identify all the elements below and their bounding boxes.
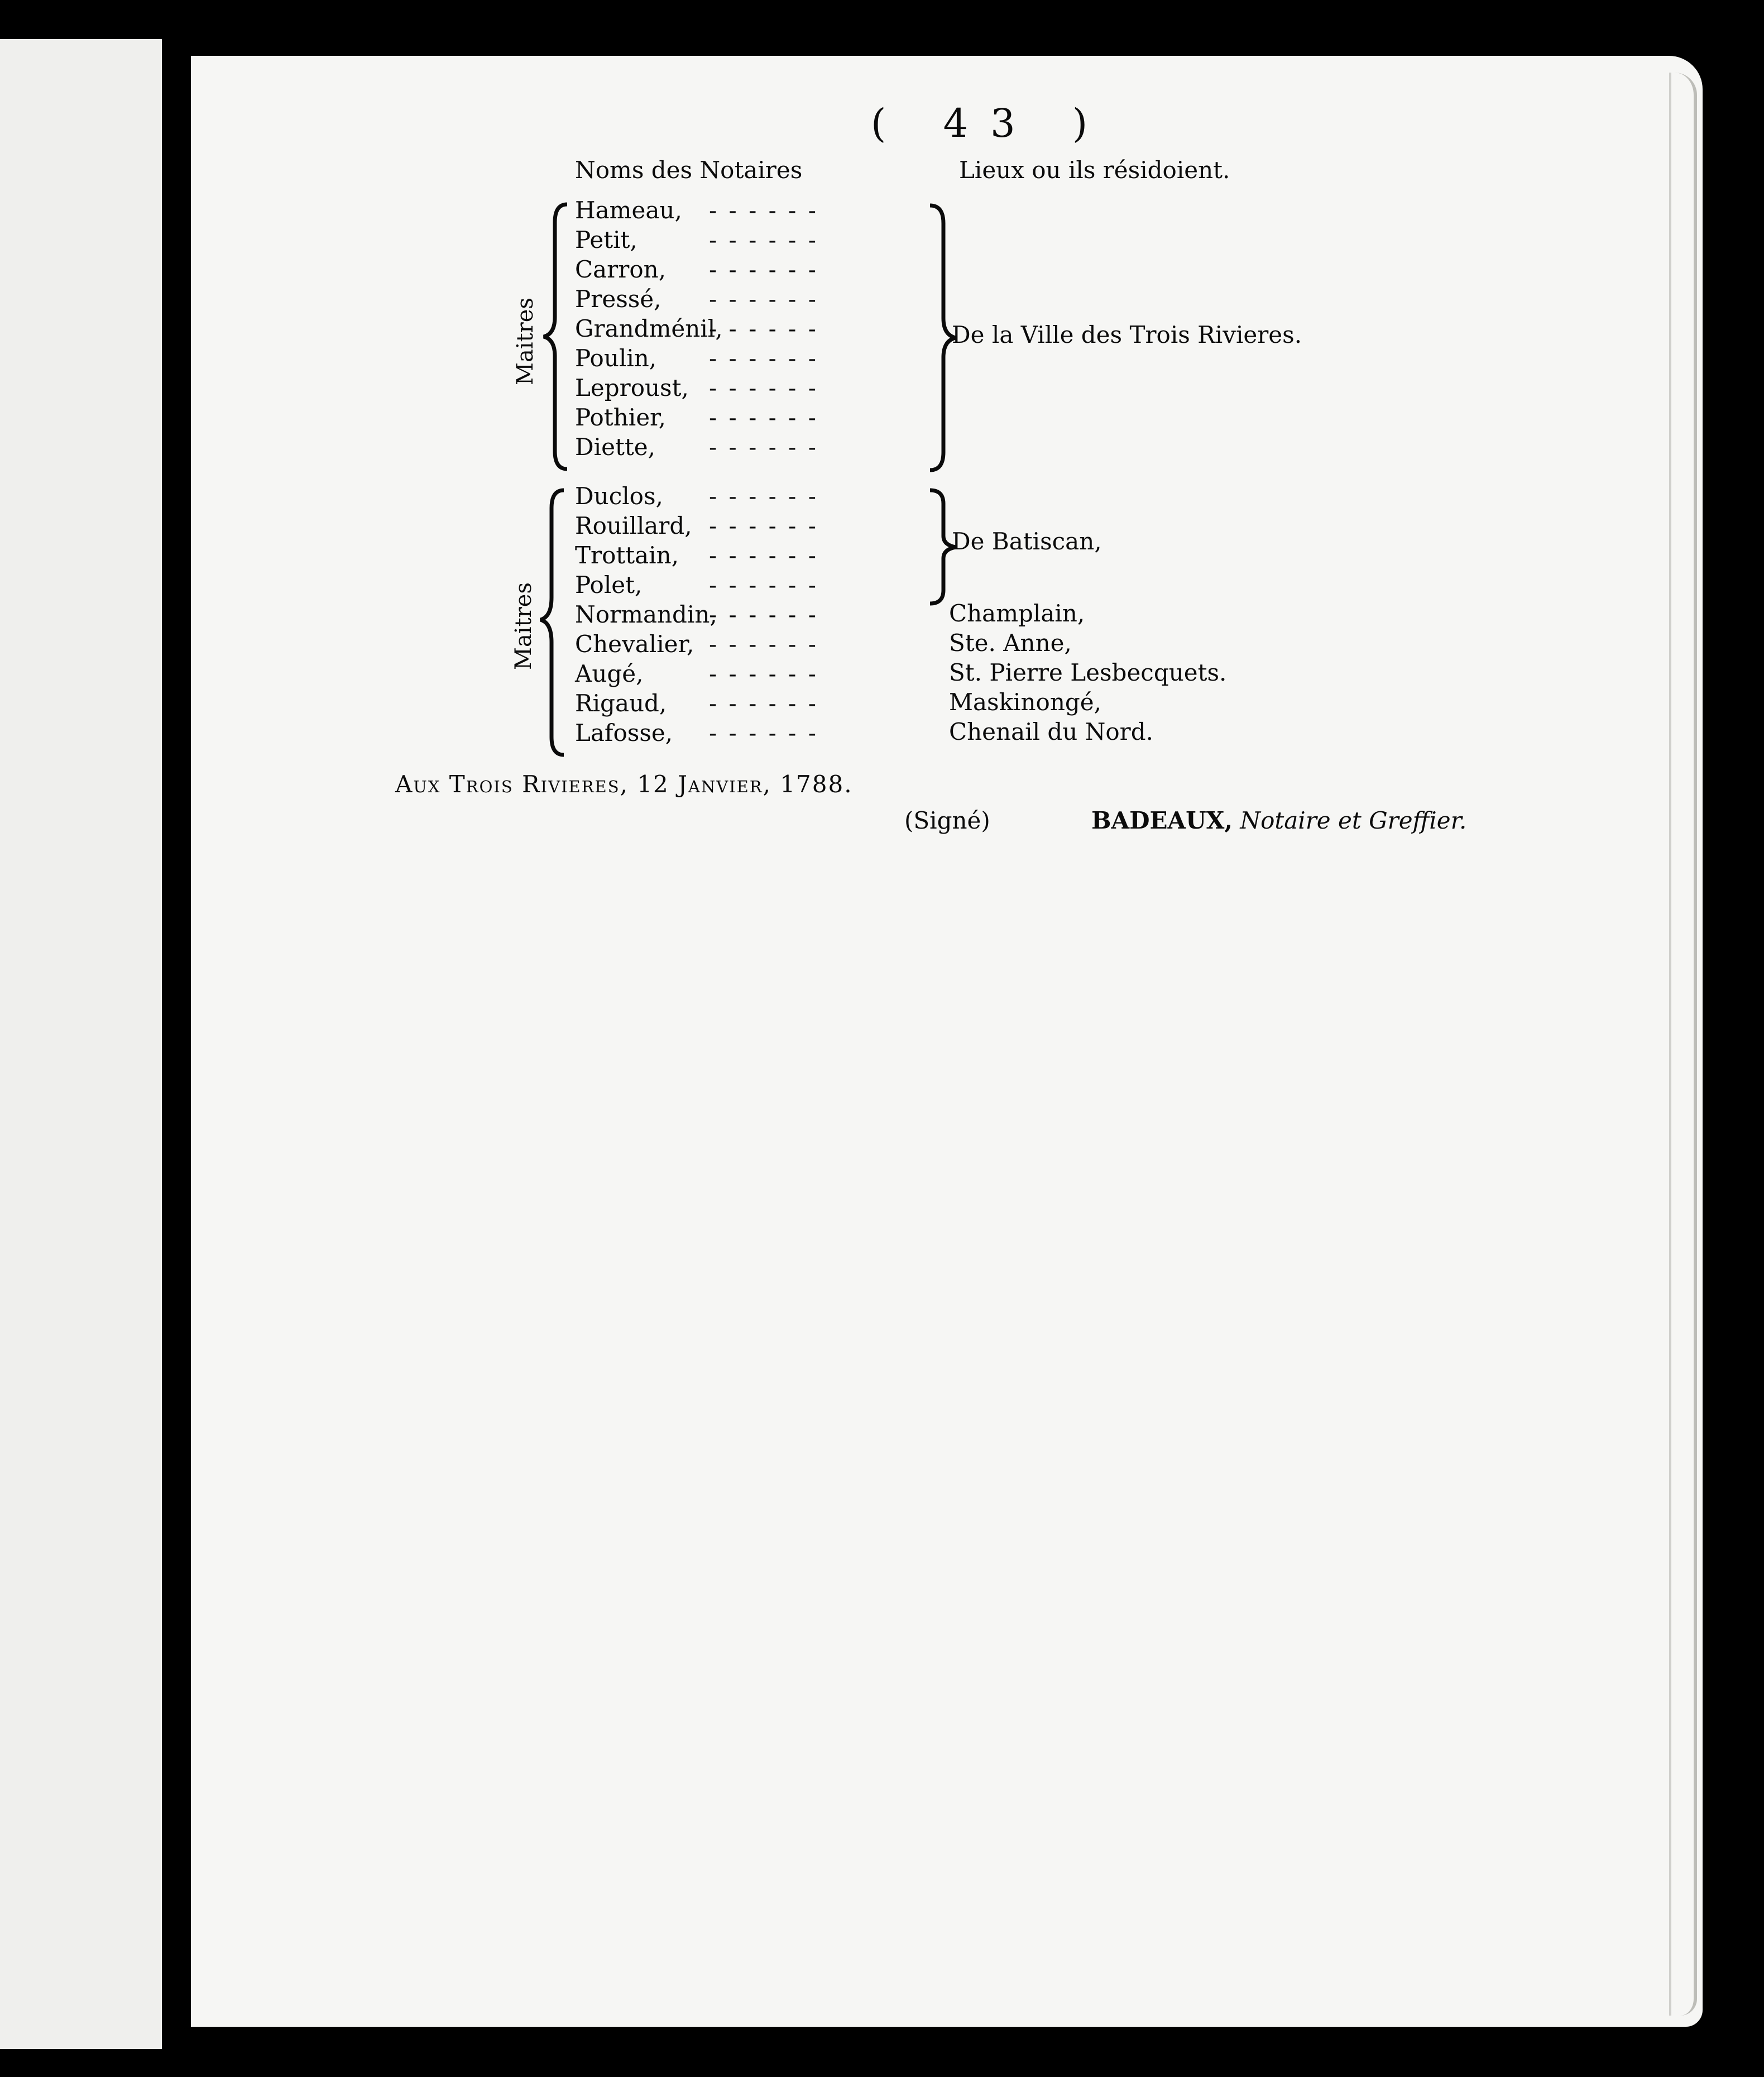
left-brace-2 xyxy=(536,486,569,762)
leader-dashes: - - - - - - xyxy=(709,512,818,539)
group2-name: Normandin, xyxy=(575,601,717,628)
group1-name: Petit, xyxy=(575,226,637,253)
leader-dashes: - - - - - - xyxy=(709,660,818,687)
place-2: St. Pierre Lesbecquets. xyxy=(949,659,1227,686)
leader-dashes: - - - - - - xyxy=(709,482,818,510)
group1-name: Carron, xyxy=(575,256,667,283)
leader-dashes: - - - - - - xyxy=(709,256,818,283)
place-1: Ste. Anne, xyxy=(949,629,1072,657)
leader-dashes: - - - - - - xyxy=(709,433,818,461)
leader-dashes: - - - - - - xyxy=(709,374,818,401)
group-label-2: Maitres xyxy=(511,582,536,670)
group2-name: Lafosse, xyxy=(575,719,673,746)
page-number: ( 43 ) xyxy=(871,100,1110,146)
signature-name: BADEAUX, xyxy=(1091,807,1233,834)
signed-label: (Signé) xyxy=(904,807,990,834)
leader-dashes: - - - - - - xyxy=(709,315,818,342)
group1-name: Pressé, xyxy=(575,285,662,313)
place-4: Chenail du Nord. xyxy=(949,718,1153,745)
leader-dashes: - - - - - - xyxy=(709,630,818,658)
signature xyxy=(1091,807,1466,834)
group2-name: Trottain, xyxy=(575,542,679,569)
leader-dashes: - - - - - - xyxy=(709,601,818,628)
group1-name: Hameau, xyxy=(575,197,682,224)
place-0: Champlain, xyxy=(949,600,1085,627)
left-page xyxy=(0,39,162,2049)
place-3: Maskinongé, xyxy=(949,688,1101,716)
leader-dashes: - - - - - - xyxy=(709,285,818,313)
group-label-1: Maitres xyxy=(512,298,538,385)
group2-name: Polet, xyxy=(575,571,643,599)
place-batiscan: De Batiscan, xyxy=(952,528,1102,555)
leader-dashes: - - - - - - xyxy=(709,542,818,569)
book-gutter xyxy=(162,0,191,2077)
signature-title: Notaire et Greffier. xyxy=(1240,807,1467,834)
page-edge xyxy=(1669,73,1697,2016)
leader-dashes: - - - - - - xyxy=(709,344,818,372)
group2-name: Rigaud, xyxy=(575,690,667,717)
leader-dashes: - - - - - - xyxy=(709,197,818,224)
leader-dashes: - - - - - - xyxy=(709,226,818,253)
group1-name: Pothier, xyxy=(575,404,666,431)
group1-name: Leproust, xyxy=(575,374,689,401)
leader-dashes: - - - - - - xyxy=(709,690,818,717)
place-date-line: Aux Trois Rivieres, 12 Janvier, 1788. xyxy=(395,770,853,798)
group2-name: Duclos, xyxy=(575,482,663,510)
place-trois-rivieres: De la Ville des Trois Rivieres. xyxy=(952,321,1302,348)
left-brace-1 xyxy=(539,200,573,476)
group1-name: Diette, xyxy=(575,433,655,461)
header-names: Noms des Notaires xyxy=(575,156,803,184)
header-places: Lieux ou ils résidoient. xyxy=(959,156,1230,184)
group2-name: Chevalier, xyxy=(575,630,694,658)
leader-dashes: - - - - - - xyxy=(709,571,818,599)
leader-dashes: - - - - - - xyxy=(709,404,818,431)
group1-name: Poulin, xyxy=(575,344,657,372)
group2-name: Augé, xyxy=(575,660,644,687)
group2-name: Rouillard, xyxy=(575,512,692,539)
leader-dashes: - - - - - - xyxy=(709,719,818,746)
group1-name: Grandménil, xyxy=(575,315,723,342)
